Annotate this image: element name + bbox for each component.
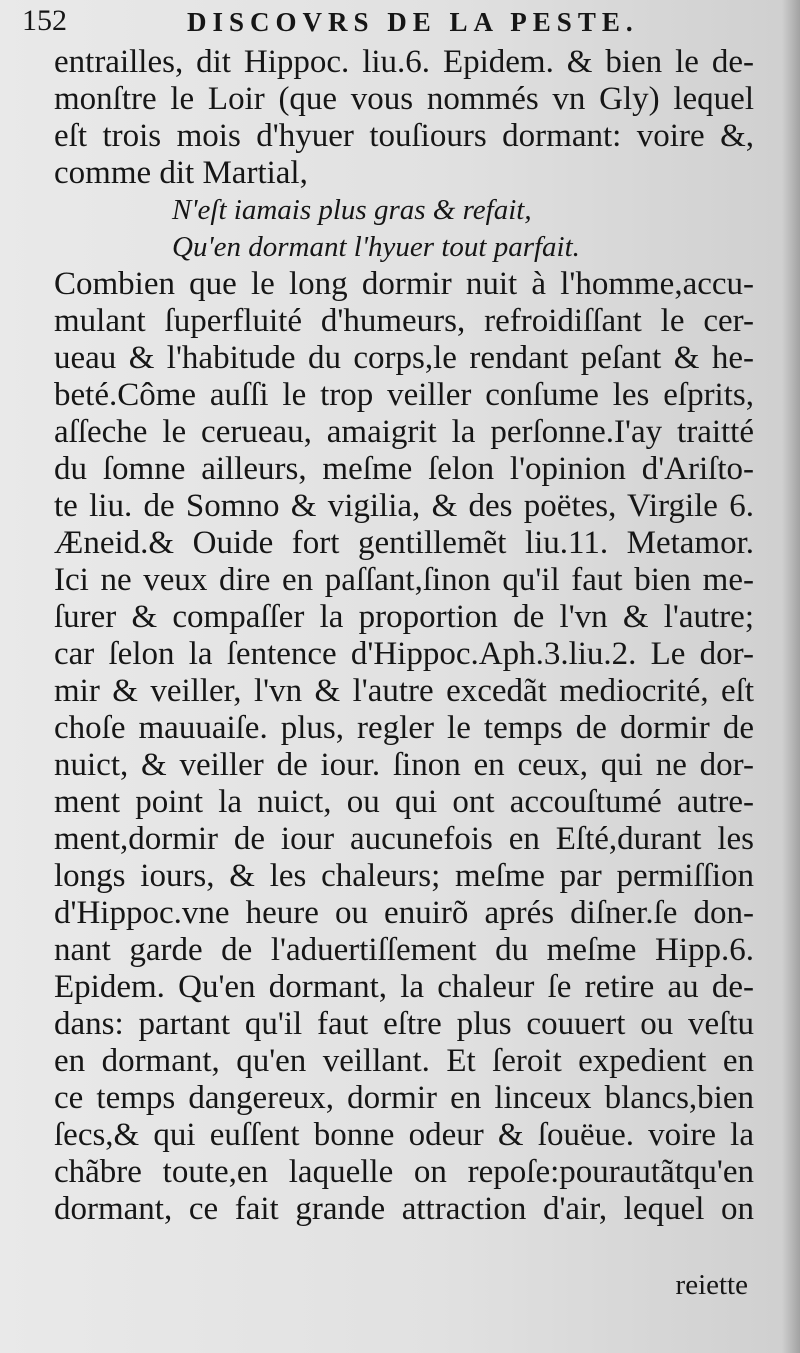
catchword: reiette (675, 1269, 748, 1301)
text-line: Ici ne veux dire en paſſant,ſinon qu'il faut bien me- (54, 562, 754, 598)
text-line: nuict, & veiller de iour. ſinon en ceux, qui ne dor- (54, 747, 754, 783)
text-line: chãbre toute,en laquelle on repoſe:pourautãtqu'en (54, 1154, 754, 1190)
text-line: ſecs,& qui euſſent bonne odeur & ſouëue. voire la (54, 1117, 754, 1153)
text-line: nant garde de l'aduertiſſement du meſme Hipp.6. (54, 932, 754, 968)
text-line: ment,dormir de iour aucunefois en Eſté,durant les (54, 821, 754, 857)
text-line: ueau & l'habitude du corps,le rendant peſant & he- (54, 340, 754, 376)
text-line: beté.Côme auſſi le trop veiller conſume les eſprits, (54, 377, 754, 413)
text-line: Epidem. Qu'en dormant, la chaleur ſe retire au de- (54, 969, 754, 1005)
body-text (54, 44, 754, 1228)
page-edge-shadow (782, 0, 800, 1353)
text-line: mir & veiller, l'vn & l'autre excedãt mediocrité, eſt (54, 673, 754, 709)
text-line: te liu. de Somno & vigilia, & des poëtes, Virgile 6. (54, 488, 754, 524)
text-line: comme dit Martial, (54, 155, 308, 191)
page-header (22, 2, 782, 42)
text-line: ſurer & compaſſer la proportion de l'vn & l'autre; (54, 599, 754, 635)
text-line: du ſomne ailleurs, meſme ſelon l'opinion d'Ariſto- (54, 451, 754, 487)
verse-line: Qu'en dormant l'hyuer tout parfait. (172, 231, 580, 263)
page-number: 152 (22, 4, 67, 37)
text-line: aſſeche le cerueau, amaigrit la perſonne.I'ay traitté (54, 414, 754, 450)
text-line: d'Hippoc.vne heure ou enuirõ aprés diſner.ſe don- (54, 895, 754, 931)
text-line: monſtre le Loir (que vous nommés vn Gly) lequel (54, 81, 754, 117)
text-line: ce temps dangereux, dormir en linceux blancs,bien (54, 1080, 754, 1116)
text-line: longs iours, & les chaleurs; meſme par permiſſion (54, 858, 754, 894)
text-line: dans: partant qu'il faut eſtre plus couuert ou veſtu (54, 1006, 754, 1042)
text-line: eſt trois mois d'hyuer touſiours dormant: voire &, (54, 118, 754, 154)
text-line: entrailles, dit Hippoc. liu.6. Epidem. & bien le de- (54, 44, 754, 80)
text-line: dormant, ce fait grande attraction d'air, lequel on (54, 1191, 754, 1227)
text-line: car ſelon la ſentence d'Hippoc.Aph.3.liu.2. Le dor- (54, 636, 754, 672)
text-line: mulant ſuperfluité d'humeurs, refroidiſſant le cer- (54, 303, 754, 339)
running-title: DISCOVRS DE LA PESTE. (187, 7, 639, 37)
text-line: en dormant, qu'en veillant. Et ſeroit expedient en (54, 1043, 754, 1079)
verse-line: N'eſt iamais plus gras & refait, (172, 194, 532, 226)
text-line: Combien que le long dormir nuit à l'homme,accu- (54, 266, 754, 302)
text-line: ment point la nuict, ou qui ont accouſtumé autre- (54, 784, 754, 820)
text-line: choſe mauuaiſe. plus, regler le temps de dormir de (54, 710, 754, 746)
text-line: Æneid.& Ouide fort gentillemẽt liu.11. Metamor. (54, 525, 754, 561)
